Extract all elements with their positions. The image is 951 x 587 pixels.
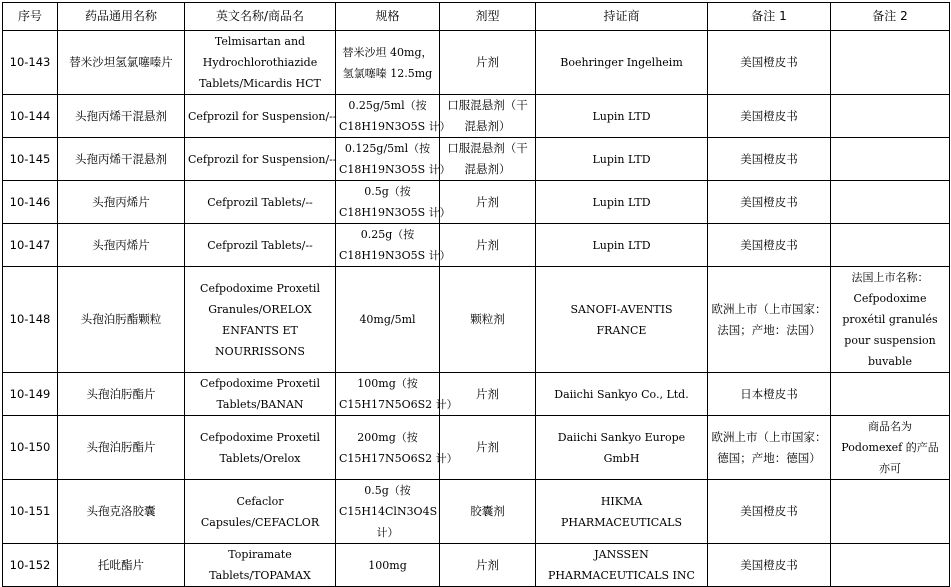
cell-generic-name: 头孢丙烯干混悬剂	[58, 95, 185, 138]
cell-english-name	[185, 267, 336, 373]
cell-spec	[336, 181, 451, 224]
cell-spec	[336, 138, 451, 181]
cell-holder-line: Lupin LTD	[592, 109, 651, 123]
cell-note-2	[831, 224, 950, 267]
cell-generic-name: 头孢丙烯干混悬剂	[58, 138, 185, 181]
table-row	[3, 138, 950, 181]
cell-generic-name: 头孢克洛胶囊	[58, 480, 185, 544]
cell-note-2	[831, 416, 950, 480]
cell-holder	[536, 224, 708, 267]
cell-spec	[336, 480, 440, 544]
cell-note-2	[831, 267, 950, 373]
cell-note-1-line: 美国橙皮书	[740, 151, 798, 166]
cell-english-name-line: Cefprozil Tablets/--	[207, 238, 313, 252]
cell-generic-name: 托吡酯片	[58, 544, 185, 587]
cell-no: 10-144	[3, 95, 58, 138]
table-row	[3, 224, 950, 267]
cell-note-1	[708, 138, 831, 181]
header-cell-spec: 规格	[336, 3, 440, 31]
cell-spec-line: 0.25g/5ml（按	[348, 99, 427, 112]
cell-note-1	[708, 181, 831, 224]
cell-note-2-line: Cefpodoxime	[853, 292, 927, 305]
cell-generic-name: 头孢泊肟酯颗粒	[58, 267, 185, 373]
table-row	[3, 544, 950, 587]
cell-holder	[536, 95, 708, 138]
table-row	[3, 480, 950, 544]
cell-holder	[536, 138, 708, 181]
cell-note-1-line: 美国橙皮书	[740, 237, 798, 252]
cell-spec	[336, 544, 440, 587]
cell-english-name-line: Tablets/BANAN	[216, 398, 304, 411]
cell-holder-line: Lupin LTD	[592, 238, 651, 252]
cell-note-1	[708, 95, 831, 138]
cell-spec-line: 0.25g（按	[360, 228, 415, 241]
drug-reference-table	[2, 2, 950, 587]
cell-dosage-form-line: 混悬剂）	[464, 162, 511, 176]
cell-holder	[536, 416, 708, 480]
cell-note-1-line: 法国；产地：法国）	[717, 322, 821, 337]
table-row	[3, 416, 950, 480]
cell-generic-name: 头孢泊肟酯片	[58, 416, 185, 480]
cell-note-2	[831, 138, 950, 181]
cell-spec-line: 替米沙坦 40mg，	[342, 45, 433, 59]
cell-dosage-form: 片剂	[440, 544, 536, 587]
cell-spec	[336, 224, 451, 267]
cell-note-1-line: 欧洲上市（上市国家：	[711, 301, 827, 316]
cell-holder-line: Lupin LTD	[592, 152, 651, 166]
cell-holder-line: PHARMACEUTICALS	[560, 515, 683, 529]
cell-holder-line: Lupin LTD	[592, 195, 651, 209]
cell-english-name-line: NOURRISSONS	[215, 344, 305, 358]
cell-holder-line: GmbH	[603, 451, 640, 465]
cell-holder	[536, 267, 708, 373]
header-cell-english-name: 英文名称/商品名	[185, 3, 336, 31]
cell-note-1	[708, 373, 831, 416]
cell-holder-line: Daiichi Sankyo Co., Ltd.	[554, 387, 689, 401]
cell-note-1	[708, 480, 831, 544]
cell-no: 10-145	[3, 138, 58, 181]
table-row	[3, 373, 950, 416]
cell-no: 10-152	[3, 544, 58, 587]
cell-no: 10-147	[3, 224, 58, 267]
cell-note-2	[831, 480, 950, 544]
cell-no: 10-146	[3, 181, 58, 224]
cell-note-2	[831, 95, 950, 138]
cell-spec	[336, 31, 440, 95]
table-body	[3, 31, 950, 587]
cell-note-2	[831, 181, 950, 224]
cell-note-2-line: buvable	[868, 355, 912, 368]
cell-english-name-line: Tablets/Orelox	[219, 451, 301, 465]
cell-note-2	[831, 544, 950, 587]
cell-spec	[336, 416, 458, 480]
cell-note-1-line: 欧洲上市（上市国家：	[711, 429, 827, 444]
cell-holder-line: Boehringer Ingelheim	[560, 56, 683, 69]
cell-spec-line: 200mg（按	[357, 430, 418, 444]
cell-holder-line: PHARMACEUTICALS INC	[548, 569, 695, 582]
cell-english-name	[185, 95, 336, 138]
cell-dosage-form: 片剂	[440, 181, 536, 224]
cell-english-name-line: Cefprozil Tablets/--	[207, 195, 313, 209]
cell-generic-name: 头孢丙烯片	[58, 181, 185, 224]
cell-spec	[336, 95, 451, 138]
cell-english-name	[185, 416, 336, 480]
cell-english-name	[185, 31, 336, 95]
cell-english-name-line: Granules/ORELOX	[208, 302, 312, 316]
cell-dosage-form: 片剂	[440, 224, 536, 267]
cell-spec-line: C15H17N5O6S2 计）	[339, 398, 458, 411]
cell-english-name-line: Capsules/CEFACLOR	[200, 515, 320, 529]
cell-note-2-line: Podomexef 的产品	[841, 441, 939, 454]
cell-dosage-form-line: 口服混悬剂（干	[447, 98, 528, 112]
cell-spec-line: C18H19N3O5S 计）	[339, 120, 451, 133]
cell-spec-line: C18H19N3O5S 计）	[339, 163, 451, 176]
cell-english-name-line: Telmisartan and	[214, 35, 306, 48]
cell-holder-line: SANOFI-AVENTIS	[570, 302, 673, 316]
cell-holder-line: HIKMA	[600, 494, 643, 508]
cell-spec	[336, 267, 440, 373]
cell-no: 10-150	[3, 416, 58, 480]
cell-english-name	[185, 224, 336, 267]
cell-note-1	[708, 224, 831, 267]
cell-spec	[336, 373, 458, 416]
cell-note-2	[831, 373, 950, 416]
cell-english-name-line: Tablets/TOPAMAX	[209, 569, 311, 582]
cell-generic-name: 头孢泊肟酯片	[58, 373, 185, 416]
cell-note-2-line: 商品名为	[868, 420, 912, 433]
cell-spec-line: C18H19N3O5S 计）	[339, 206, 451, 219]
cell-no: 10-143	[3, 31, 58, 95]
cell-note-1-line: 美国橙皮书	[740, 194, 798, 209]
cell-dosage-form: 片剂	[440, 373, 536, 416]
cell-spec-line: 40mg/5ml	[359, 313, 416, 326]
cell-english-name	[185, 480, 336, 544]
cell-note-2-line: 法国上市名称：	[851, 271, 929, 284]
header-cell-holder: 持证商	[536, 3, 708, 31]
cell-holder-line: Daiichi Sankyo Europe	[557, 430, 686, 444]
header-cell-note-2: 备注 2	[831, 3, 950, 31]
cell-holder	[536, 181, 708, 224]
cell-spec-line: 计）	[376, 526, 399, 539]
cell-note-1-line: 德国；产地：德国）	[717, 450, 821, 465]
table-row	[3, 31, 950, 95]
cell-holder-line: JANSSEN	[594, 548, 649, 561]
cell-note-1-line: 日本橙皮书	[740, 386, 798, 401]
cell-dosage-form: 胶囊剂	[440, 480, 536, 544]
cell-english-name	[185, 544, 336, 587]
cell-english-name	[185, 138, 336, 181]
header-cell-generic-name: 药品通用名称	[58, 3, 185, 31]
cell-english-name-line: Tablets/Micardis HCT	[199, 77, 321, 90]
header-cell-no: 序号	[3, 3, 58, 31]
cell-holder-line: FRANCE	[596, 323, 647, 337]
header-cell-note-1: 备注 1	[708, 3, 831, 31]
cell-spec-line: 0.5g（按	[364, 185, 411, 198]
cell-holder	[536, 544, 708, 587]
cell-english-name-line: Cefprozil for Suspension/--	[188, 152, 337, 166]
cell-english-name	[185, 181, 336, 224]
cell-spec-line: C15H17N5O6S2 计）	[339, 451, 458, 465]
cell-english-name-line: Cefpodoxime Proxetil	[200, 281, 320, 295]
cell-note-1	[708, 544, 831, 587]
cell-holder	[536, 480, 708, 544]
cell-dosage-form: 颗粒剂	[440, 267, 536, 373]
cell-dosage-form-line: 混悬剂）	[464, 119, 511, 133]
cell-note-2-line: pour suspension	[844, 334, 936, 347]
table-row	[3, 267, 950, 373]
cell-dosage-form-line: 口服混悬剂（干	[447, 141, 528, 155]
cell-no: 10-151	[3, 480, 58, 544]
cell-spec-line: 0.5g（按	[364, 484, 411, 497]
cell-english-name-line: Cefaclor	[236, 494, 284, 508]
cell-no: 10-149	[3, 373, 58, 416]
cell-note-1-line: 美国橙皮书	[740, 108, 798, 123]
cell-dosage-form: 片剂	[440, 416, 536, 480]
cell-holder	[536, 373, 708, 416]
cell-english-name-line: ENFANTS ET	[222, 323, 298, 337]
cell-spec-line: 0.125g/5ml（按	[344, 142, 431, 155]
cell-dosage-form	[440, 95, 536, 138]
cell-english-name-line: Cefprozil for Suspension/--	[188, 109, 337, 123]
cell-dosage-form	[440, 138, 536, 181]
cell-english-name-line: Cefpodoxime Proxetil	[200, 430, 320, 444]
cell-english-name	[185, 373, 336, 416]
cell-note-1	[708, 416, 831, 480]
cell-spec-line: C15H14ClN3O4S	[339, 505, 438, 518]
cell-note-2-line: 亦可	[879, 462, 901, 475]
table-row	[3, 181, 950, 224]
cell-english-name-line: Cefpodoxime Proxetil	[200, 377, 320, 390]
cell-spec-line: 100mg	[368, 558, 407, 572]
cell-note-1	[708, 31, 831, 95]
cell-generic-name: 头孢丙烯片	[58, 224, 185, 267]
cell-note-1-line: 美国橙皮书	[740, 55, 798, 69]
header-cell-dosage-form: 剂型	[440, 3, 536, 31]
cell-generic-name: 替米沙坦氢氯噻嗪片	[58, 31, 185, 95]
cell-note-2-line: proxétil granulés	[842, 313, 938, 326]
cell-note-1-line: 美国橙皮书	[740, 557, 798, 572]
table-row	[3, 95, 950, 138]
table-header-row	[3, 3, 950, 31]
cell-english-name-line: Topiramate	[228, 548, 292, 561]
cell-spec-line: 100mg（按	[357, 377, 418, 390]
cell-spec-line: C18H19N3O5S 计）	[339, 249, 451, 262]
cell-english-name-line: Hydrochlorothiazide	[202, 56, 318, 69]
cell-no: 10-148	[3, 267, 58, 373]
cell-note-1-line: 美国橙皮书	[740, 504, 798, 518]
cell-holder	[536, 31, 708, 95]
cell-spec-line: 氢氯噻嗪 12.5mg	[342, 66, 433, 80]
cell-dosage-form: 片剂	[440, 31, 536, 95]
cell-note-2	[831, 31, 950, 95]
cell-note-1	[708, 267, 831, 373]
